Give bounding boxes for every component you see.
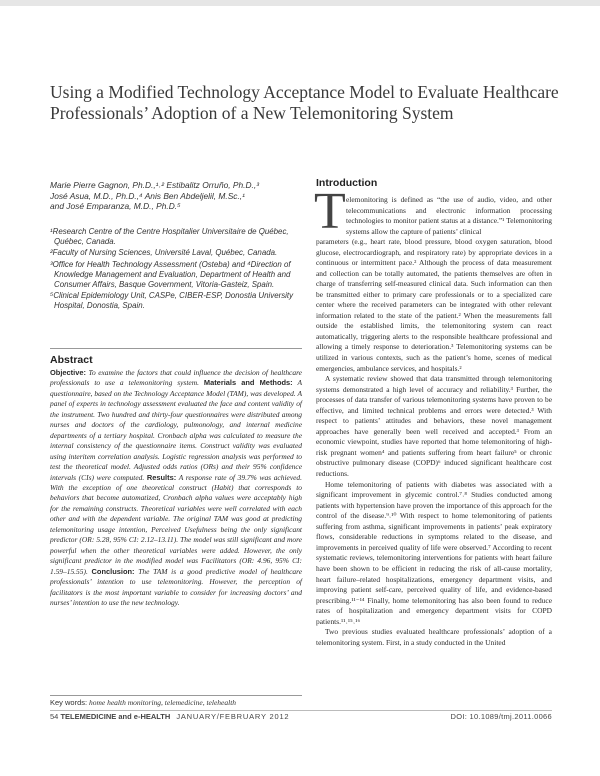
journal-name: TELEMEDICINE and e-HEALTH [60,712,171,721]
intro-paragraph: Home telemonitoring of patients with diabetes was associated with a significant improvement in glycemic control.⁷˒⁸ Studies conducted among patients with hypertension have proven the importance of this approach for the control of the disease.⁹˒¹⁰ With respect to home telemonitoring of patients suffering from asthma, significant improvements in patients’ peak expiratory flows, considerable reductions in symptoms related to the disease, and improvements in perceived quality of life were observed.⁷ According to recent systematic reviews, telemonitoring interventions for patients with heart failure have been shown to be efficient in reducing the risk of all-cause mortality, heart failure–related hospitalizations, emergency department visits, and improving patient self-care, perceived quality of life, and evidence-based prescribing.¹¹⁻¹⁴ Finally, home telemonitoring has also been found to reduce rates of hospitalization and emergency department visits for COPD patients.¹¹˒¹⁵˒¹⁶ [316,479,552,626]
keywords [50,698,302,707]
author-line: Marie Pierre Gagnon, Ph.D.,¹˒² Estibalitz Orruño, Ph.D.,³ [50,180,259,190]
affiliation: ³Office for Health Technology Assessment (Osteba) and ⁴Direction of Knowledge Management and Evaluation, Department of Health and Consumer Affairs, Basque Government, Vitoria-Gasteiz, Spain. [50,259,291,290]
abstract-heading: Abstract [50,354,93,366]
author-line: José Asua, M.D., Ph.D.,⁴ Anis Ben Abdeljelil, M.Sc.,¹ [50,190,245,201]
affiliation: ¹Research Centre of the Centre Hospitalier Universitaire de Québec, Québec, Canada. [50,227,289,247]
intro-paragraph: A systematic review showed that data transmitted through telemonitoring systems demonstrated a high level of accuracy and reliability.³ Further, the processes of data transfer of various telemonitoring systems have proven to be effective, and limited technical problems and errors were detected.³ With respect to patients’ attitudes and behaviors, these novel management approaches have generally been well received and accepted.³ From an economic viewpoint, studies have reported that home telemonitoring of high-risk pregnant women⁴ and patients suffering from heart failure⁵ or chronic obstructive pulmonary disease (COPD)⁶ induced significant healthcare cost reductions. [316,374,552,479]
issue-date: JANUARY/FEBRUARY 2012 [176,712,290,721]
author-list [50,180,292,212]
results-text: A response rate of 39.7% was achieved. With the exception of one theoretical construct (Habit) that corresponds to behaviors that become automatized, Cronbach alpha values were acceptably high for the remaining constructs. Theoretical variables were well correlated with each other and with the dependent variable. The original TAM was good at predicting telemonitoring usage intention, Perceived Usefulness being the only significant predictor (OR: 5.28, 95% CI: 2.12–13.11). The model was still significant and more powerful when the other theoretical variables were added. However, the only significant predictor in the modified model was Facilitators (OR: 4.96, 95% CI: 1.59–15.55). [50,472,302,576]
intro-opening-lines: elemonitoring is defined as “the use of audio, video, and other telecommunications and electronic information processing technologies to monitor patient status at a distance.”¹ Telemonitoring systems allow the capture of patients’ clinical [346,195,552,236]
methods-text: A questionnaire, based on the Technology Acceptance Model (TAM), was developed. A panel of experts in technology assessment evaluated the face and content validity of the instrument. Two hundred and thirty-four questionnaires were distributed among nurses and doctors of the cardiology, pulmonology, and internal medicine departments of a tertiary hospital. Cronbach alpha was calculated to measure the internal consistency of the questionnaire items. Construct validity was evaluated using interitem correlation analysis. Logistic regression analysis was performed to test the theoretical model. Adjusted odds ratios (ORs) and their 95% confidence intervals (CIs) were computed. [50,378,303,482]
objective-label: Objective: [50,368,86,377]
footer-left [50,712,289,721]
introduction-heading: Introduction [316,177,378,189]
introduction-body [316,237,552,648]
intro-paragraph: Two previous studies evaluated healthcare professionals’ adoption of a telemonitoring system. First, in a study conducted in the United [316,627,552,647]
drop-cap: T [314,183,346,240]
objective-text: To examine the factors that could influence the decision of healthcare professionals to use a telemonitoring system. [50,368,302,388]
conclusion-text: The TAM is a good predictive model of healthcare professionals’ intention to use telemonitoring. However, the perception of facilitators is the most important variable to consider for increasing doctors’ and nurses’ intention to use the new technology. [50,566,303,607]
conclusion-label: Conclusion: [91,566,135,576]
intro-paragraph: parameters (e.g., heart rate, blood pressure, blood oxygen saturation, blood glucose, electrocardiograph, and respiratory rate) by appropriate devices in a continuous or intermittent pace.² Although the process of data measurement and collection can be totally automated, the patients themselves are often in charge of transferring self-measured clinical data. Such information can then be transmitted either to primary care professionals or to a specialized care center where the received parameters can be integrated with other relevant information related to the state of the patient.² When the measurements fall outside the established limits, the telemonitoring system can react automatically, triggering alerts to the responsible healthcare professional and allowing a timely response to deterioration.³ Telemonitoring systems can be utilized in various contexts, such as the patient’s home, scenes of medical emergencies, ambulance services, and hospitals.² [316,237,552,373]
author-line: and José Emparanza, M.D., Ph.D.⁵ [50,201,181,211]
doi[interactable]: DOI: 10.1089/tmj.2011.0066 [450,712,552,721]
keywords-label: Key words: [50,698,88,707]
page-number: 54 [50,712,59,721]
results-label: Results: [146,472,177,482]
keywords-rule [50,695,302,696]
methods-label: Materials and Methods: [203,378,293,388]
page-footer [50,712,552,724]
top-rule [0,0,600,6]
article-title: Using a Modified Technology Acceptance Model to Evaluate Healthcare Professionals’ Adoption of a New Telemonitoring System [50,82,559,123]
affiliation: ²Faculty of Nursing Sciences, Université Laval, Québec, Canada. [50,248,278,258]
keywords-terms: home health monitoring, telemedicine, telehealth [88,698,237,707]
affiliation-list [50,227,300,313]
footer-rule [50,710,552,711]
abstract-body [50,368,302,608]
affiliation: ⁵Clinical Epidemiology Unit, CASPe, CIBER-ESP, Donostia University Hospital, Donostia, Spain. [50,291,294,311]
abstract-rule [50,348,302,349]
